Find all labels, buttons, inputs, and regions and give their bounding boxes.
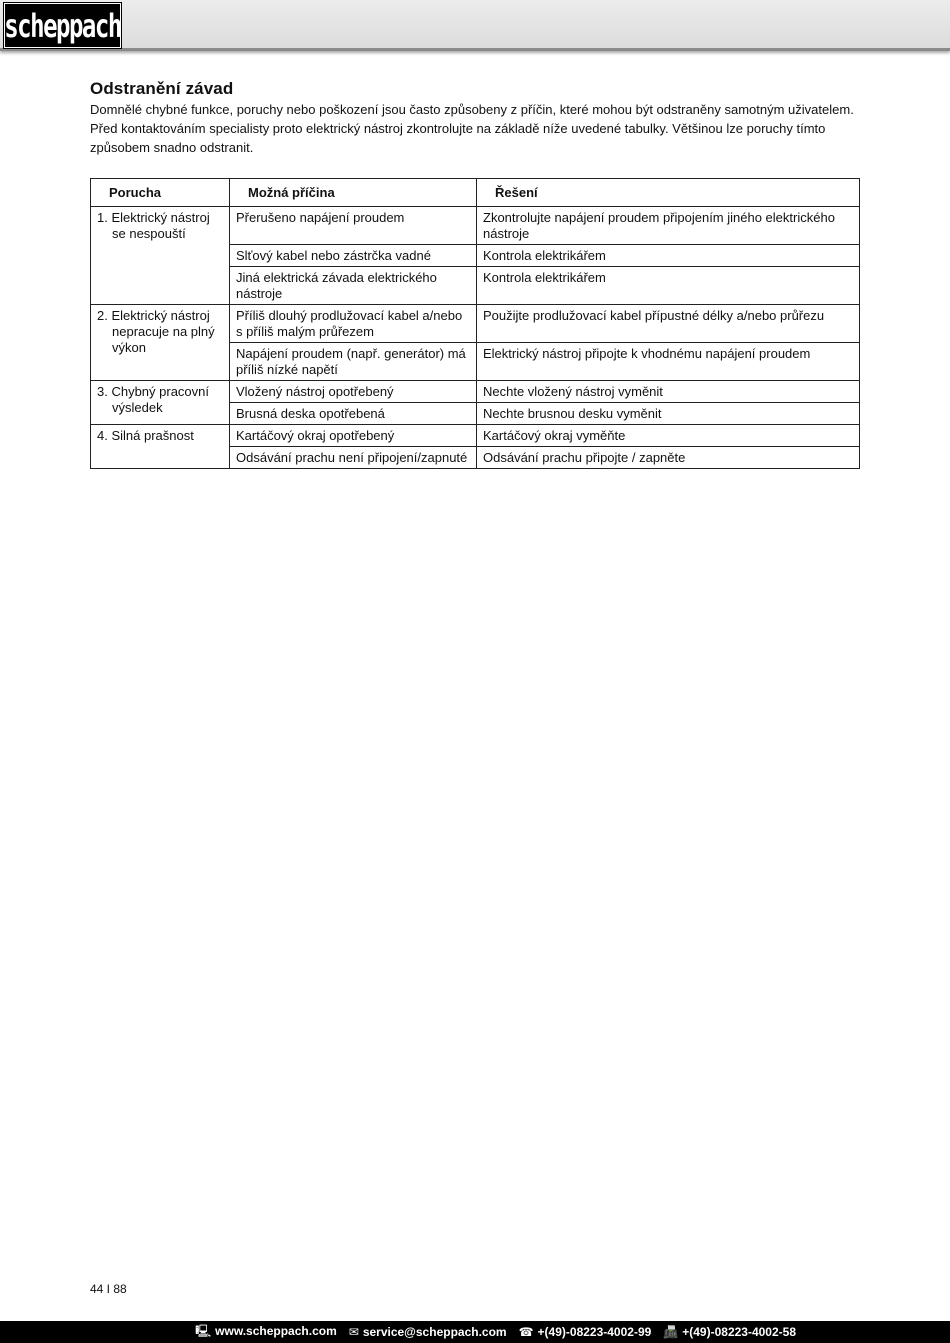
cause-cell: Odsávání prachu není připojení/zapnuté [230, 447, 477, 469]
scheppach-logo [4, 3, 121, 48]
table-header-row [91, 179, 860, 207]
remedy-cell: Nechte brusnou desku vyměnit [477, 403, 860, 425]
cause-cell: Přerušeno napájení proudem [230, 207, 477, 245]
header-cause: Možná příčina [230, 179, 477, 207]
remedy-cell: Elektrický nástroj připojte k vhodnému napájení proudem [477, 343, 860, 381]
cause-cell: Slťový kabel nebo zástrčka vadné [230, 245, 477, 267]
fault-text: 4. Silná prašnost [97, 428, 194, 443]
fault-text: 2. Elektrický nástroj nepracuje na plný výkon [97, 308, 215, 355]
cause-cell: Kartáčový okraj opotřebený [230, 425, 477, 447]
cause-cell: Brusná deska opotřebená [230, 403, 477, 425]
table-row [91, 381, 860, 403]
mail-icon: ✉ [348, 1325, 359, 1339]
cause-cell: Příliš dlouhý prodlužovací kabel a/nebo s příliš malým průřezem [230, 305, 477, 343]
page-header [0, 0, 950, 51]
header-remedy: Řešení [477, 179, 860, 207]
page-number: 44 I 88 [90, 1282, 127, 1296]
table-row [91, 425, 860, 447]
logo-text: scheppach [4, 6, 121, 45]
remedy-cell: Nechte vložený nástroj vyměnit [477, 381, 860, 403]
footer-web-text: www.scheppach.com [215, 1323, 337, 1338]
cause-cell: Jiná elektrická závada elektrického nástroje [230, 267, 477, 305]
remedy-cell: Použijte prodlužovací kabel přípustné délky a/nebo průřezu [477, 305, 860, 343]
footer-email-text: service@scheppach.com [362, 1325, 507, 1339]
footer-phone-text: +(49)-08223-4002-99 [537, 1325, 652, 1339]
remedy-cell: Kontrola elektrikářem [477, 267, 860, 305]
table-row [91, 305, 860, 343]
remedy-cell: Kontrola elektrikářem [477, 245, 860, 267]
footer-phone [519, 1325, 652, 1339]
phone-icon: ☎ [518, 1325, 534, 1339]
cause-cell: Napájení proudem (např. generátor) má příliš nízké napětí [230, 343, 477, 381]
fault-text: 3. Chybný pracovní výsledek [97, 384, 210, 415]
table-row [91, 207, 860, 245]
troubleshooting-table [90, 178, 860, 469]
intro-paragraph: Domnělé chybné funkce, poruchy nebo poškození jsou často způsobeny z příčin, které mohou být odstraněny samotným uživatelem. Před kontaktováním specialisty proto elektrický nástroj zkontrolujte na základě níže uvedené tabulky. Většinou lze poruchy tímto způsobem snadno odstranit. [90, 102, 854, 155]
remedy-cell: Odsávání prachu připojte / zapněte [477, 447, 860, 469]
footer-fax [663, 1325, 796, 1339]
header-fault: Porucha [91, 179, 230, 207]
fault-cell [91, 305, 230, 381]
fax-icon: 📠 [663, 1325, 679, 1339]
remedy-cell: Kartáčový okraj vyměňte [477, 425, 860, 447]
footer-email [349, 1325, 507, 1339]
fault-cell [91, 381, 230, 425]
page-footer [0, 1321, 950, 1343]
remedy-cell: Zkontrolujte napájení proudem připojením jiného elektrického nástroje [477, 207, 860, 245]
computer-icon: 🖳 [195, 1323, 212, 1338]
fault-cell [91, 207, 230, 305]
fault-cell [91, 425, 230, 469]
footer-fax-text: +(49)-08223-4002-58 [682, 1325, 796, 1339]
page-title: Odstranění závad [90, 79, 234, 98]
footer-web [195, 1322, 337, 1343]
cause-cell: Vložený nástroj opotřebený [230, 381, 477, 403]
fault-text: 1. Elektrický nástroj se nespouští [97, 210, 210, 241]
